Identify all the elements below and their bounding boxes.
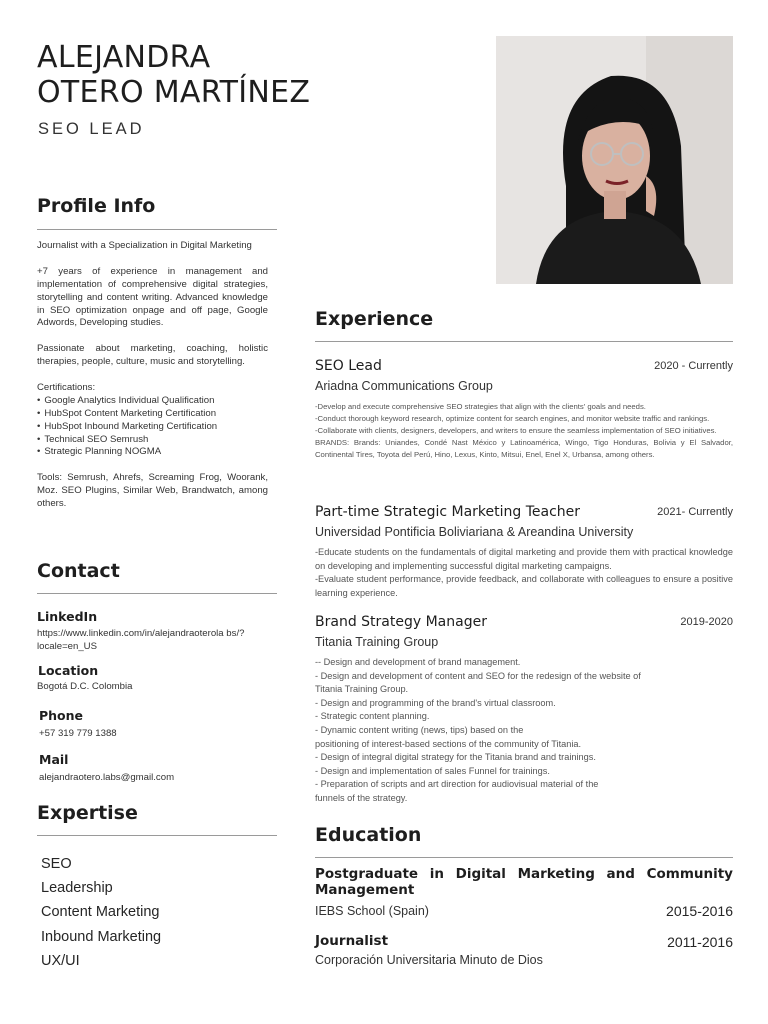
job-description <box>315 656 733 806</box>
degree-title: Journalist <box>315 933 389 949</box>
profile-passion: Passionate about marketing, coaching, holistic therapies, people, culture, music and storytelling. <box>37 343 268 368</box>
job-organization: Universidad Pontificia Boliviariana & Areandina University <box>315 525 634 539</box>
job-duty: positioning of interest-based sections of the community of Titania. <box>315 738 582 749</box>
expertise-item: SEO <box>41 856 72 872</box>
certifications-label: Certifications: <box>37 381 96 393</box>
education-heading: Education <box>315 824 422 846</box>
job-duty: -Develop and execute comprehensive SEO strategies that align with the clients' goals and needs. <box>315 402 646 411</box>
certification-item: • HubSpot Content Marketing Certification <box>37 408 268 421</box>
degree-years: 2011-2016 <box>667 934 733 950</box>
experience-heading: Experience <box>315 308 434 330</box>
job-title: Part-time Strategic Marketing Teacher <box>315 504 581 520</box>
mail-value[interactable]: alejandraotero.labs@gmail.com <box>39 772 175 783</box>
linkedin-label: LinkedIn <box>37 609 98 624</box>
job-duty: - Design and development of content and SEO for the redesign of the website of <box>315 670 641 681</box>
expertise-item: UX/UI <box>41 952 80 969</box>
job-duty: - Design and implementation of sales Funnel for trainings. <box>315 765 550 776</box>
expertise-divider <box>37 835 277 836</box>
degree-school: Corporación Universitaria Minuto de Dios <box>315 953 543 967</box>
name-line-2: OTERO MARTÍNEZ <box>37 75 311 110</box>
certifications-list <box>37 395 268 460</box>
job-organization: Ariadna Communications Group <box>315 379 493 393</box>
job-duty: -Conduct thorough keyword research, optimize content for search engines, and monitor website traffic and rankings. <box>315 413 710 423</box>
contact-divider <box>37 593 277 594</box>
job-duty: funnels of the strategy. <box>315 792 408 803</box>
job-role: SEO LEAD <box>38 120 145 138</box>
profile-intro: Journalist with a Specialization in Digital Marketing <box>37 240 252 251</box>
degree-school: IEBS School (Spain) <box>315 904 429 918</box>
expertise-item: Content Marketing <box>41 904 160 921</box>
profile-divider <box>37 229 277 230</box>
phone-value[interactable]: +57 319 779 1388 <box>39 728 117 739</box>
contact-heading: Contact <box>37 560 120 582</box>
expertise-item: Leadership <box>41 880 113 897</box>
profile-info-heading: Profile Info <box>37 195 156 217</box>
job-organization: Titania Training Group <box>315 635 439 649</box>
job-duty: - Strategic content planning. <box>315 711 430 722</box>
name-line-1: ALEJANDRA <box>37 40 211 75</box>
job-description <box>315 401 733 461</box>
certification-item: • HubSpot Inbound Marketing Certification <box>37 421 268 434</box>
expertise-heading: Expertise <box>37 802 138 824</box>
job-dates: 2020 - Currently <box>654 360 733 372</box>
job-duty: -Evaluate student performance, provide feedback, and collaborate with colleagues to ensure a positive learning experience. <box>315 574 733 598</box>
expertise-item: Inbound Marketing <box>41 928 162 945</box>
job-title: SEO Lead <box>315 358 382 374</box>
location-label: Location <box>38 663 99 678</box>
job-dates: 2021- Currently <box>657 506 733 518</box>
portrait-illustration <box>496 36 733 284</box>
mail-label: Mail <box>39 752 69 767</box>
full-name <box>37 40 310 110</box>
job-brands: BRANDS: Brands: Uniandes, Condé Nast México y Latinoamérica, Wingo, Tigo Honduras, Bolivia y El Salvador, Continental Tires, Toyota del Perú, Hino, Lexus, Kinto, Mitsui, Enel, Enel X, Urbansa, among others. <box>315 437 733 459</box>
job-dates: 2019-2020 <box>680 616 733 628</box>
degree-title: Postgraduate in Digital Marketing and Community Management <box>315 866 733 898</box>
job-description <box>315 546 733 600</box>
phone-label: Phone <box>39 708 84 723</box>
profile-experience: +7 years of experience in management and implementation of comprehensive digital strategies, storytelling and content writing. Advanced knowledge in SEO optimization onpage and off page, Google Adwords, Developing studies. <box>37 265 268 329</box>
profile-section <box>37 240 268 511</box>
expertise-list <box>41 852 161 973</box>
job-duty: -Educate students on the fundamentals of digital marketing and provide them with practical knowledge on developing and implementing successful digital marketing campaigns. <box>315 547 733 571</box>
job-duty: -Collaborate with clients, designers, developers, and writers to ensure the seamless implementation of SEO initiatives. <box>315 425 717 435</box>
job-duty: - Design and programming of the brand's virtual classroom. <box>315 697 556 708</box>
profile-photo <box>496 36 733 284</box>
certification-item: • Strategic Planning NOGMA <box>37 446 268 459</box>
job-duty: - Preparation of scripts and art direction for audiovisual material of the <box>315 779 599 790</box>
job-title: Brand Strategy Manager <box>315 614 487 630</box>
job-duty: Titania Training Group. <box>315 684 409 695</box>
location-value: Bogotá D.C. Colombia <box>37 681 133 692</box>
education-divider <box>315 857 733 858</box>
degree-years: 2015-2016 <box>666 903 733 919</box>
profile-tools: Tools: Semrush, Ahrefs, Screaming Frog, Woorank, Moz. SEO Plugins, Similar Web, Brandwatch, among others. <box>37 472 268 510</box>
experience-divider <box>315 341 733 342</box>
certification-item: • Google Analytics Individual Qualification <box>37 395 268 408</box>
job-duty: - Dynamic content writing (news, tips) based on the <box>315 724 524 735</box>
certification-item: • Technical SEO Semrush <box>37 434 268 447</box>
job-duty: -- Design and development of brand management. <box>315 657 521 667</box>
job-duty: - Design of integral digital strategy for the Titania brand and trainings. <box>315 752 596 763</box>
linkedin-url[interactable]: https://www.linkedin.com/in/alejandraoterola bs/?locale=en_US <box>37 628 245 652</box>
